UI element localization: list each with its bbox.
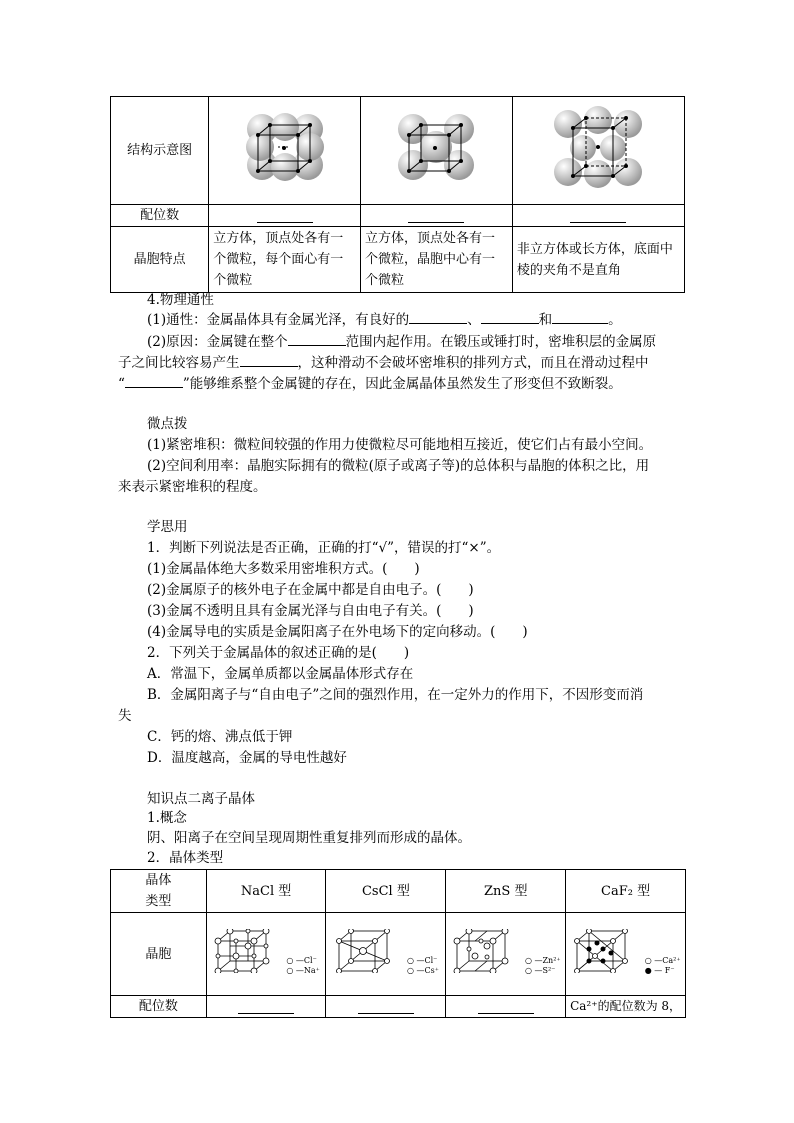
coord-blank-2 [361,205,513,227]
cell-label: 晶胞 [111,913,207,996]
q2-option-b-line1: B．金属阳离子与“自由电子”之间的强烈作用，在一定外力的作用下，不因形变而消 [147,687,644,703]
bcc-sphere-icon [391,107,481,187]
type-cscl: CsCl 型 [326,870,446,913]
fcc-feature: 立方体，顶点处各有一个微粒，每个面心有一个微粒 [209,227,361,293]
coordination-label: 配位数 [111,205,209,227]
q2-option-a: A．常温下，金属单质都以金属晶体形式存在 [147,666,414,682]
cell-feature-label: 晶胞特点 [111,227,209,293]
bcc-feature: 立方体，顶点处各有一个微粒，晶胞中心有一个微粒 [361,227,513,293]
ionic-coord-blank-3 [446,996,566,1018]
nacl-cell: ○ —Cl⁻ ○ —Na⁺ [206,913,326,996]
ionic-coord-blank-2 [326,996,446,1018]
type-caf2: CaF₂ 型 [566,870,686,913]
q2-option-c: C．钙的熔、沸点低于钾 [147,729,293,745]
cscl-lattice-icon [333,929,393,973]
kp2-s1: 1.概念 [147,810,187,826]
metal-crystal-table [110,96,685,293]
caf2-coord-text: Ca²⁺的配位数为 8， [566,996,686,1018]
section4-title: 4.物理通性 [147,292,214,308]
nacl-lattice-icon [212,929,272,973]
kp2-s2: 2．晶体类型 [147,850,224,866]
ionic-coord-blank-1 [206,996,326,1018]
ionic-crystal-table [110,869,686,1018]
section4-p2-line2: 子之间比较容易产生 ，这种滑动不会破坏密堆积的排列方式，而且在滑动过程中 [118,352,649,373]
tip-title: 微点拨 [147,416,188,432]
section4-p2-line1: (2)原因：金属键在整个 范围内起作用。在锻压或锤打时，密堆积层的金属原 [147,331,656,352]
structure-diagram-label: 结构示意图 [111,97,209,205]
q2: 2．下列关于金属晶体的叙述正确的是( ) [147,645,410,661]
q2-option-d: D．温度越高，金属的导电性越好 [147,750,347,766]
kp2-definition: 阴、阳离子在空间呈现周期性重复排列而形成的晶体。 [147,830,471,846]
coord-blank-1 [209,205,361,227]
type-nacl: NaCl 型 [206,870,326,913]
caf2-lattice-icon [571,929,631,973]
type-zns: ZnS 型 [446,870,566,913]
fcc-sphere-icon [240,107,330,187]
tip-line3: 来表示紧密堆积的程度。 [118,479,267,495]
coord-blank-3 [512,205,684,227]
kp2-title: 知识点二离子晶体 [147,791,255,807]
hcp-sphere-icon [548,102,648,192]
section4-p2-line3: “ ”能够维系整个金属键的存在，因此金属晶体虽然发生了形变但不致断裂。 [118,373,622,394]
hcp-structure-image [512,97,684,205]
fcc-structure-image [209,97,361,205]
caf2-cell: ○ —Ca²⁺ ● — F⁻ [566,913,686,996]
type-header: 晶体 类型 [111,870,207,913]
q1-2: (2)金属原子的核外电子在金属中都是自由电子。( ) [147,582,474,598]
q1-4: (4)金属导电的实质是金属阳离子在外电场下的定向移动。( ) [147,624,528,640]
tip-line1: (1)紧密堆积：微粒间较强的作用力使微粒尽可能地相互接近，使它们占有最小空间。 [147,437,653,453]
tip-line2: (2)空间利用率：晶胞实际拥有的微粒(原子或离子等)的总体积与晶胞的体积之比，用 [147,458,650,474]
section4-p1: (1)通性：金属晶体具有金属光泽，有良好的 、 和 。 [147,309,622,330]
zns-cell: ○ —Zn²⁺ ○ —S²⁻ [446,913,566,996]
q1: 1．判断下列说法是否正确，正确的打“√”，错误的打“×”。 [147,540,501,556]
q2-option-b-line2: 失 [118,708,132,724]
cscl-cell: ○ —Cl⁻ ○ —Cs⁺ [326,913,446,996]
q1-3: (3)金属不透明且具有金属光泽与自由电子有关。( ) [147,603,474,619]
ionic-coord-label: 配位数 [111,996,207,1018]
q1-1: (1)金属晶体绝大多数采用密堆积方式。( ) [147,561,420,577]
bcc-structure-image [361,97,513,205]
zns-lattice-icon [451,929,511,973]
hcp-feature: 非立方体或长方体，底面中棱的夹角不是直角 [512,227,684,293]
practice-title: 学思用 [147,519,188,535]
